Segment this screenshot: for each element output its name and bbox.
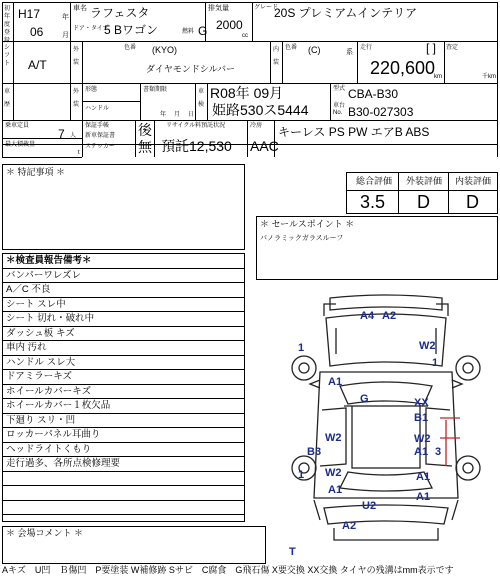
month-suffix: 月 — [62, 32, 69, 39]
mark-3: 3 — [435, 446, 442, 458]
inspector-note-row: 車内 汚れ — [3, 341, 244, 356]
inspector-note-row: ホイールカバー１枚欠品 — [3, 399, 244, 414]
color-code: (KYO) — [152, 45, 178, 55]
doc-period-label: 書類期限 — [143, 87, 168, 93]
mark-b3: B3 — [307, 446, 322, 458]
mark-1-lf: 1 — [298, 342, 305, 354]
doc-day-label: 日 — [188, 112, 195, 118]
handle-label: ハンドル — [85, 106, 110, 112]
recycle-label: リサイクル料預託状況 — [166, 123, 226, 129]
inspector-notes-box — [2, 253, 245, 522]
mark-a1-r: A1 — [414, 446, 429, 458]
loading-unit: t — [78, 150, 80, 156]
frame-value: B30-027303 — [348, 105, 414, 119]
recycle-value: 預託12,530 — [161, 138, 232, 154]
mark-a4: A4 — [360, 310, 375, 322]
color-name: ダイヤモンドシルバー — [146, 64, 235, 74]
exterior-score: D — [417, 192, 430, 212]
inspector-note-row: バンパーワレズレ — [3, 269, 244, 284]
mark-g: G — [360, 393, 369, 405]
aircon-label: 冷房 — [250, 123, 263, 129]
car-name-label: 車名 — [73, 5, 87, 12]
mark-a1-br: A1 — [416, 471, 431, 483]
shift-value: A/T — [28, 58, 47, 72]
mark-a1-bl: A1 — [328, 484, 343, 496]
mark-1-lr: 1 — [298, 469, 305, 481]
mark-w2-top: W2 — [419, 340, 436, 352]
interior-score: D — [466, 192, 479, 212]
car-diagram — [274, 288, 498, 560]
plate-value: 姫路530ス5444 — [212, 102, 309, 118]
sales-point-line: パノラミックガラスルーフ — [260, 235, 344, 242]
assess-label: 査定 — [446, 45, 459, 51]
history-label: 車歴 — [4, 89, 11, 108]
mileage-label: 走行 — [360, 45, 373, 51]
era-suffix: 年 — [62, 14, 69, 21]
legend: Aキズ U凹 Ｂ傷凹 P要塗装 W補修跡 Sサビ C腐食 G飛石傷 X要交換 XX交換 タイヤの残溝はmm表示です — [2, 565, 454, 575]
venue-comment-title: ＊ 会場コメント ＊ — [6, 528, 84, 538]
int-color-label: 色番 — [285, 45, 298, 51]
mileage-value: 220,600 — [370, 58, 436, 78]
doc-month-label: 月 — [174, 112, 181, 118]
mark-t: T — [289, 546, 296, 558]
displacement-unit: cc — [242, 33, 248, 39]
doors-type-label: ドア・タイプ — [73, 26, 109, 32]
mark-a2-bottom: A2 — [342, 520, 357, 532]
color-label: 色番 — [124, 45, 137, 51]
car-name: ラフェスタ — [90, 6, 150, 20]
inspector-note-row — [3, 501, 244, 516]
mileage-unit: km — [434, 74, 442, 80]
inspection-sheet — [2, 2, 498, 578]
mark-w2-l: W2 — [325, 432, 342, 444]
grade-label: グレード — [254, 5, 279, 11]
mark-w2-r: W2 — [414, 433, 431, 445]
shape-label: 形態 — [85, 87, 98, 93]
fuel-label: 燃料 — [182, 29, 195, 35]
capacity-unit: 人 — [70, 133, 77, 139]
shift-label: シフト — [4, 45, 11, 67]
doors-type: 5 Bワゴン — [104, 23, 159, 37]
inspector-note-row: 下廻り スリ・凹 — [3, 414, 244, 429]
inspector-note-row: ロッカーパネル耳曲り — [3, 428, 244, 443]
capacity-value: 7 — [58, 127, 65, 141]
era-value: H17 — [18, 7, 41, 21]
ext-label-2: 外装 — [73, 89, 80, 108]
inspector-note-row: ハンドル スレ大 — [3, 356, 244, 371]
inspection-value: R08年 09月 — [210, 85, 284, 101]
total-score: 3.5 — [360, 192, 386, 212]
inspector-note-row: シート スレ中 — [3, 298, 244, 313]
int-label: 内装 — [273, 47, 280, 66]
sales-point-title: ＊ セールスポイント ＊ — [260, 219, 355, 229]
mark-b1: B1 — [414, 412, 429, 424]
inspector-note-row — [3, 472, 244, 487]
int-color-code: (C) — [308, 45, 321, 55]
sticker-label: ステッカー — [85, 144, 115, 150]
int-color-suffix: 系 — [346, 49, 353, 56]
assess-unit: 千km — [482, 74, 496, 80]
inspector-note-row — [3, 486, 244, 501]
manual-label: 保証手帳 — [85, 123, 110, 129]
mark-1-rf: 1 — [432, 357, 439, 369]
inspection-label: 車検 — [198, 89, 205, 108]
first-reg-label: 初年度登録 — [4, 6, 11, 44]
inspector-notes-title: ＊検査員報告備考＊ — [3, 254, 244, 269]
inspector-note-row: ヘッドライトくもり — [3, 443, 244, 458]
doc-year-label: 年 — [160, 112, 167, 118]
displacement-value: 2000 — [216, 18, 243, 32]
inspector-note-row: 走行過多、各所点検修理要 — [3, 457, 244, 472]
exterior-score-label: 外装評価 — [406, 176, 443, 186]
total-score-label: 総合評価 — [356, 176, 393, 186]
special-notes-title: ＊ 特記事項 ＊ — [6, 167, 66, 177]
model-label: 型式 — [333, 86, 346, 92]
loading-label: 最大積載量 — [5, 142, 36, 148]
fuel-value: G — [198, 24, 208, 38]
mark-a2-top: A2 — [382, 310, 397, 322]
frame-label: 車台No. — [333, 103, 346, 116]
new-car-label: 新車保証書 — [85, 133, 116, 139]
inspector-note-row: ドアミラーキズ — [3, 370, 244, 385]
ext-label: 外装 — [73, 47, 80, 66]
inspector-note-row: ホイールカバーキズ — [3, 385, 244, 400]
inspector-note-row: A／C 不良 — [3, 283, 244, 298]
inspector-note-row: ダッシュ板 キズ — [3, 327, 244, 342]
aircon-value: AAC — [250, 138, 279, 154]
inspector-note-row: シート 切れ・破れ中 — [3, 312, 244, 327]
mark-a1-bottom: A1 — [416, 491, 431, 503]
grade-value: 20S プレミアムインテリア — [274, 6, 418, 20]
mark-a1-l: A1 — [328, 376, 343, 388]
mark-xx: XX — [414, 397, 429, 409]
mark-u2: U2 — [362, 500, 377, 512]
mileage-bracket: [ ] — [426, 41, 437, 55]
capacity-label: 乗車定員 — [5, 123, 30, 129]
month-value: 06 — [30, 25, 44, 39]
mark-w2-bl: W2 — [325, 467, 342, 479]
manual-box: 無 — [138, 139, 152, 155]
sticker-box: 後 — [138, 122, 152, 138]
equipment-value: キーレス PS PW エアB ABS — [278, 125, 430, 139]
interior-score-label: 内装評価 — [455, 176, 492, 186]
model-value: CBA-B30 — [348, 87, 399, 101]
displacement-label: 排気量 — [208, 5, 229, 12]
